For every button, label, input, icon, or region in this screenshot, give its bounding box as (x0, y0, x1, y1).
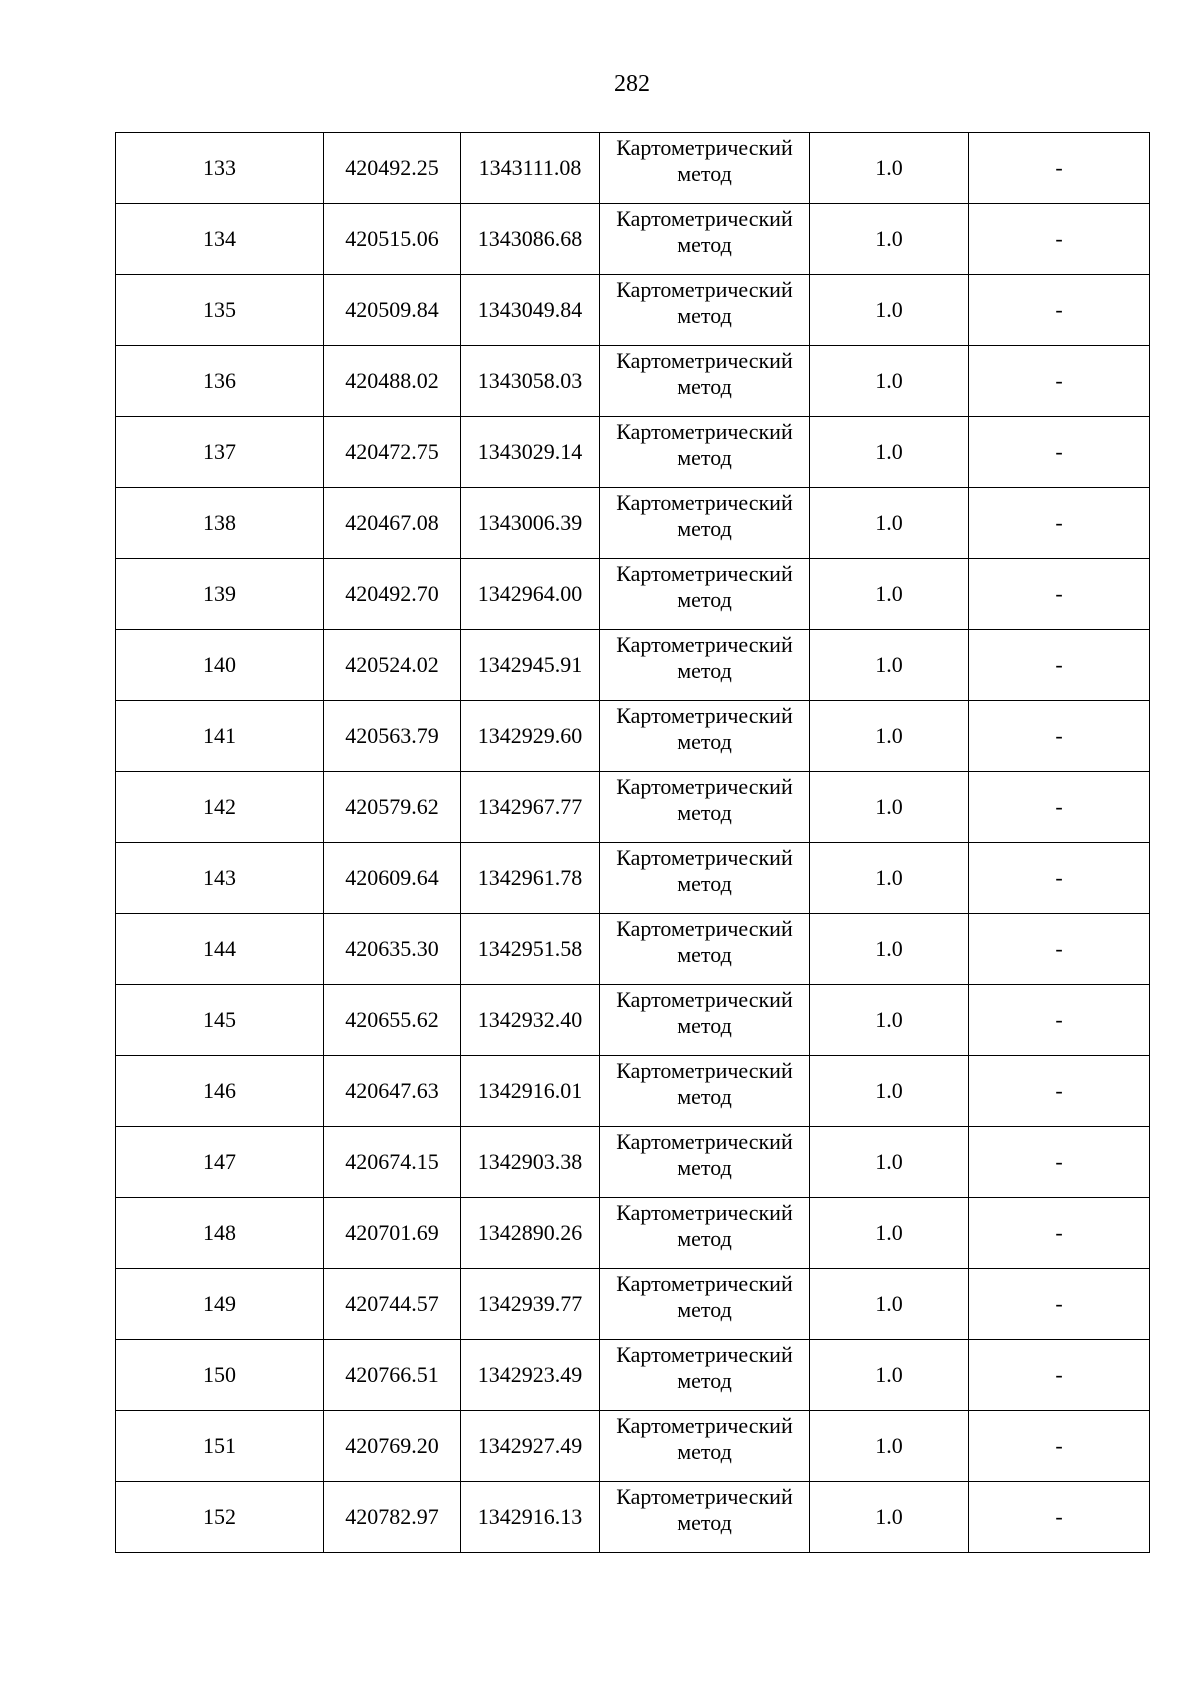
point-number-cell: 144 (116, 914, 324, 985)
method-cell (600, 346, 810, 417)
method-line-2: метод (677, 1297, 732, 1322)
method-cell (600, 772, 810, 843)
note-cell: - (969, 1269, 1150, 1340)
y-coordinate-cell: 1343111.08 (461, 133, 600, 204)
method-line-2: метод (677, 1439, 732, 1464)
x-coordinate-cell: 420515.06 (324, 204, 461, 275)
method-cell (600, 417, 810, 488)
note-cell: - (969, 985, 1150, 1056)
y-coordinate-cell: 1343049.84 (461, 275, 600, 346)
note-cell: - (969, 772, 1150, 843)
coordinates-table (115, 132, 1150, 1553)
method-line-1: Картометрический (616, 1058, 793, 1083)
method-line-1: Картометрический (616, 1413, 793, 1438)
method-cell (600, 843, 810, 914)
method-line-1: Картометрический (616, 1129, 793, 1154)
method-line-1: Картометрический (616, 135, 793, 160)
note-cell: - (969, 417, 1150, 488)
y-coordinate-cell: 1342964.00 (461, 559, 600, 630)
accuracy-cell: 1.0 (810, 772, 969, 843)
x-coordinate-cell: 420492.25 (324, 133, 461, 204)
y-coordinate-cell: 1343086.68 (461, 204, 600, 275)
table-row (116, 559, 1150, 630)
method-cell (600, 559, 810, 630)
accuracy-cell: 1.0 (810, 1127, 969, 1198)
point-number-cell: 136 (116, 346, 324, 417)
y-coordinate-cell: 1342951.58 (461, 914, 600, 985)
x-coordinate-cell: 420524.02 (324, 630, 461, 701)
method-line-1: Картометрический (616, 703, 793, 728)
method-cell (600, 914, 810, 985)
accuracy-cell: 1.0 (810, 1411, 969, 1482)
x-coordinate-cell: 420563.79 (324, 701, 461, 772)
x-coordinate-cell: 420766.51 (324, 1340, 461, 1411)
method-line-2: метод (677, 232, 732, 257)
point-number-cell: 138 (116, 488, 324, 559)
note-cell: - (969, 701, 1150, 772)
y-coordinate-cell: 1342903.38 (461, 1127, 600, 1198)
x-coordinate-cell: 420744.57 (324, 1269, 461, 1340)
method-line-1: Картометрический (616, 987, 793, 1012)
note-cell: - (969, 1482, 1150, 1553)
x-coordinate-cell: 420647.63 (324, 1056, 461, 1127)
method-line-1: Картометрический (616, 1342, 793, 1367)
x-coordinate-cell: 420467.08 (324, 488, 461, 559)
table-row (116, 1340, 1150, 1411)
table-row (116, 843, 1150, 914)
table-row (116, 204, 1150, 275)
accuracy-cell: 1.0 (810, 275, 969, 346)
table-row (116, 914, 1150, 985)
method-line-2: метод (677, 658, 732, 683)
table-row (116, 275, 1150, 346)
note-cell: - (969, 346, 1150, 417)
point-number-cell: 151 (116, 1411, 324, 1482)
point-number-cell: 148 (116, 1198, 324, 1269)
method-cell (600, 630, 810, 701)
method-cell (600, 133, 810, 204)
note-cell: - (969, 1198, 1150, 1269)
note-cell: - (969, 843, 1150, 914)
point-number-cell: 143 (116, 843, 324, 914)
point-number-cell: 149 (116, 1269, 324, 1340)
method-line-2: метод (677, 800, 732, 825)
table-row (116, 1269, 1150, 1340)
accuracy-cell: 1.0 (810, 985, 969, 1056)
method-line-2: метод (677, 161, 732, 186)
point-number-cell: 150 (116, 1340, 324, 1411)
point-number-cell: 137 (116, 417, 324, 488)
method-line-1: Картометрический (616, 1484, 793, 1509)
method-line-2: метод (677, 1368, 732, 1393)
method-line-1: Картометрический (616, 206, 793, 231)
x-coordinate-cell: 420488.02 (324, 346, 461, 417)
table-row (116, 133, 1150, 204)
accuracy-cell: 1.0 (810, 346, 969, 417)
accuracy-cell: 1.0 (810, 630, 969, 701)
x-coordinate-cell: 420701.69 (324, 1198, 461, 1269)
accuracy-cell: 1.0 (810, 1340, 969, 1411)
method-line-1: Картометрический (616, 916, 793, 941)
y-coordinate-cell: 1343006.39 (461, 488, 600, 559)
point-number-cell: 140 (116, 630, 324, 701)
method-cell (600, 1482, 810, 1553)
note-cell: - (969, 488, 1150, 559)
method-line-1: Картометрический (616, 419, 793, 444)
method-cell (600, 204, 810, 275)
method-line-2: метод (677, 516, 732, 541)
method-line-2: метод (677, 942, 732, 967)
accuracy-cell: 1.0 (810, 133, 969, 204)
method-cell (600, 1411, 810, 1482)
method-line-2: метод (677, 445, 732, 470)
method-cell (600, 488, 810, 559)
x-coordinate-cell: 420492.70 (324, 559, 461, 630)
note-cell: - (969, 914, 1150, 985)
note-cell: - (969, 630, 1150, 701)
accuracy-cell: 1.0 (810, 1198, 969, 1269)
accuracy-cell: 1.0 (810, 488, 969, 559)
method-cell (600, 1198, 810, 1269)
table-row (116, 772, 1150, 843)
point-number-cell: 141 (116, 701, 324, 772)
y-coordinate-cell: 1342961.78 (461, 843, 600, 914)
note-cell: - (969, 1127, 1150, 1198)
note-cell: - (969, 133, 1150, 204)
accuracy-cell: 1.0 (810, 559, 969, 630)
method-line-2: метод (677, 1226, 732, 1251)
method-line-1: Картометрический (616, 348, 793, 373)
method-cell (600, 985, 810, 1056)
y-coordinate-cell: 1343058.03 (461, 346, 600, 417)
table-row (116, 630, 1150, 701)
table-row (116, 417, 1150, 488)
method-line-2: метод (677, 729, 732, 754)
table-row (116, 488, 1150, 559)
point-number-cell: 147 (116, 1127, 324, 1198)
point-number-cell: 139 (116, 559, 324, 630)
table-row (116, 985, 1150, 1056)
table-row (116, 701, 1150, 772)
point-number-cell: 152 (116, 1482, 324, 1553)
y-coordinate-cell: 1342916.13 (461, 1482, 600, 1553)
accuracy-cell: 1.0 (810, 417, 969, 488)
accuracy-cell: 1.0 (810, 1056, 969, 1127)
method-line-2: метод (677, 1155, 732, 1180)
accuracy-cell: 1.0 (810, 701, 969, 772)
method-cell (600, 1340, 810, 1411)
y-coordinate-cell: 1342927.49 (461, 1411, 600, 1482)
y-coordinate-cell: 1342916.01 (461, 1056, 600, 1127)
note-cell: - (969, 204, 1150, 275)
method-cell (600, 1269, 810, 1340)
point-number-cell: 133 (116, 133, 324, 204)
note-cell: - (969, 275, 1150, 346)
point-number-cell: 135 (116, 275, 324, 346)
accuracy-cell: 1.0 (810, 843, 969, 914)
table-row (116, 346, 1150, 417)
note-cell: - (969, 559, 1150, 630)
note-cell: - (969, 1411, 1150, 1482)
accuracy-cell: 1.0 (810, 204, 969, 275)
table-body (116, 133, 1150, 1553)
x-coordinate-cell: 420769.20 (324, 1411, 461, 1482)
method-line-2: метод (677, 374, 732, 399)
x-coordinate-cell: 420635.30 (324, 914, 461, 985)
method-line-1: Картометрический (616, 1200, 793, 1225)
x-coordinate-cell: 420674.15 (324, 1127, 461, 1198)
method-cell (600, 275, 810, 346)
method-line-1: Картометрический (616, 277, 793, 302)
accuracy-cell: 1.0 (810, 1482, 969, 1553)
x-coordinate-cell: 420609.64 (324, 843, 461, 914)
y-coordinate-cell: 1342939.77 (461, 1269, 600, 1340)
table-row (116, 1482, 1150, 1553)
y-coordinate-cell: 1342923.49 (461, 1340, 600, 1411)
y-coordinate-cell: 1342932.40 (461, 985, 600, 1056)
accuracy-cell: 1.0 (810, 1269, 969, 1340)
y-coordinate-cell: 1342929.60 (461, 701, 600, 772)
method-line-2: метод (677, 587, 732, 612)
table-row (116, 1127, 1150, 1198)
method-line-1: Картометрический (616, 774, 793, 799)
point-number-cell: 146 (116, 1056, 324, 1127)
method-line-2: метод (677, 1013, 732, 1038)
note-cell: - (969, 1056, 1150, 1127)
point-number-cell: 134 (116, 204, 324, 275)
table-row (116, 1411, 1150, 1482)
y-coordinate-cell: 1342945.91 (461, 630, 600, 701)
point-number-cell: 145 (116, 985, 324, 1056)
method-line-1: Картометрический (616, 561, 793, 586)
y-coordinate-cell: 1342890.26 (461, 1198, 600, 1269)
method-line-2: метод (677, 1510, 732, 1535)
accuracy-cell: 1.0 (810, 914, 969, 985)
table-row (116, 1198, 1150, 1269)
method-line-1: Картометрический (616, 632, 793, 657)
x-coordinate-cell: 420509.84 (324, 275, 461, 346)
method-line-2: метод (677, 871, 732, 896)
method-cell (600, 701, 810, 772)
x-coordinate-cell: 420782.97 (324, 1482, 461, 1553)
method-line-2: метод (677, 303, 732, 328)
x-coordinate-cell: 420472.75 (324, 417, 461, 488)
x-coordinate-cell: 420579.62 (324, 772, 461, 843)
note-cell: - (969, 1340, 1150, 1411)
method-line-2: метод (677, 1084, 732, 1109)
x-coordinate-cell: 420655.62 (324, 985, 461, 1056)
point-number-cell: 142 (116, 772, 324, 843)
method-cell (600, 1056, 810, 1127)
y-coordinate-cell: 1342967.77 (461, 772, 600, 843)
method-line-1: Картометрический (616, 1271, 793, 1296)
method-line-1: Картометрический (616, 490, 793, 515)
method-cell (600, 1127, 810, 1198)
table-row (116, 1056, 1150, 1127)
page-number: 282 (614, 71, 650, 97)
method-line-1: Картометрический (616, 845, 793, 870)
y-coordinate-cell: 1343029.14 (461, 417, 600, 488)
